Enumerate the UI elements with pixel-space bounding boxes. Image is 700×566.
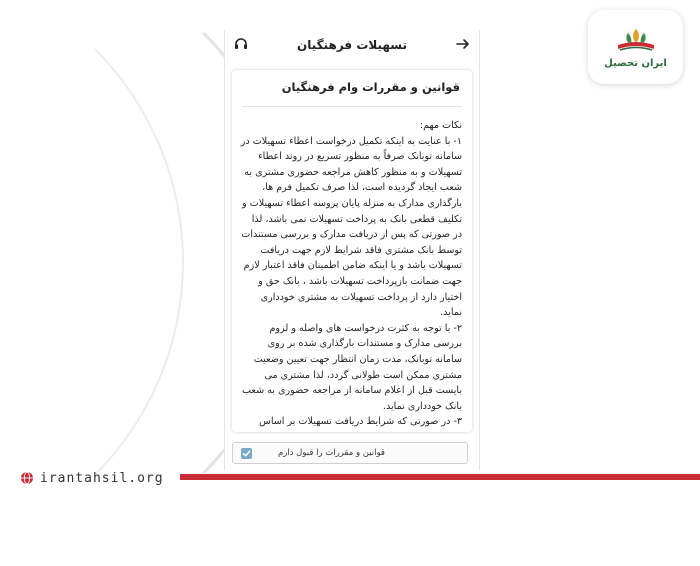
check-icon — [242, 449, 251, 458]
card-title: قوانین و مقررات وام فرهنگیان — [281, 80, 460, 94]
app-screen — [224, 30, 480, 470]
terms-item — [240, 321, 462, 415]
accept-terms-checkbox[interactable] — [241, 448, 252, 459]
divider — [242, 106, 462, 107]
accept-terms-checkbox-row[interactable] — [232, 442, 468, 464]
book-leaf-icon — [614, 25, 658, 55]
notes-heading: نکات مهم: — [419, 120, 462, 131]
item-number: ۳- — [453, 416, 462, 428]
headset-icon[interactable] — [233, 36, 249, 52]
item-text: در صورتی که شرایط دریافت تسهیلات بر اساس — [259, 416, 451, 428]
terms-item — [240, 414, 462, 430]
item-text: با توجه به کثرت درخواست های واصله و لزوم بررسی مدارک و مستندات بارگذاری شده بر روی سامانه توبانک، مدت زمان انتظار جهت تعیین وضعیت مشتری ممکن است طولانی گردد، لذا مشتری می بایست قبل از اعلام سامانه از مراجعه حضوری به شعب بانک خودداری نماید. — [242, 322, 462, 412]
item-number: ۱- — [453, 135, 462, 147]
footer-accent-bar — [180, 474, 700, 480]
terms-text[interactable] — [240, 118, 462, 430]
app-header — [225, 30, 479, 60]
accept-terms-label: قوانین و مقررات را قبول دارم — [277, 448, 385, 458]
globe-icon — [20, 471, 34, 485]
item-number: ۲- — [453, 322, 462, 334]
terms-item — [240, 134, 462, 321]
watermark-site — [20, 468, 164, 488]
terms-card — [232, 70, 472, 432]
page-title: تسهیلات فرهنگیان — [296, 38, 408, 52]
arrow-right-icon[interactable] — [455, 36, 471, 52]
brand-logo — [588, 10, 683, 84]
item-text: با عنایت به اینکه تکمیل درخواست اعطاء تسهیلات در سامانه توبانک صرفاً به منظور تسریع در روند اعطاء تسهیلات و به منظور کاهش مراجعه حضوری مشتری به شعب ایجاد گردیده است، لذا صرف تکمیل فرم ها، بارگذاری مدارک به منزله پایان پروسه اعطاء تسهیلات و تکلیف قطعی بانک به پرداخت تسهیلات نمی باشد، لذا در صورتی که پس از دریافت مدارک و بررسی مستندات توسط بانک مشتری فاقد شرایط لازم جهت دریافت تسهیلات باشد و یا اینکه ضامن اطمینان فاقد اعتبار لازم جهت ضمانت بازپرداخت تسهیلات باشد ، بانک حق و اختیار دارد از پرداخت تسهیلات به مشتری خودداری نماید. — [240, 135, 462, 319]
site-url: irantahsil.org — [40, 470, 164, 486]
brand-name: ایران تحصیل — [604, 58, 667, 69]
